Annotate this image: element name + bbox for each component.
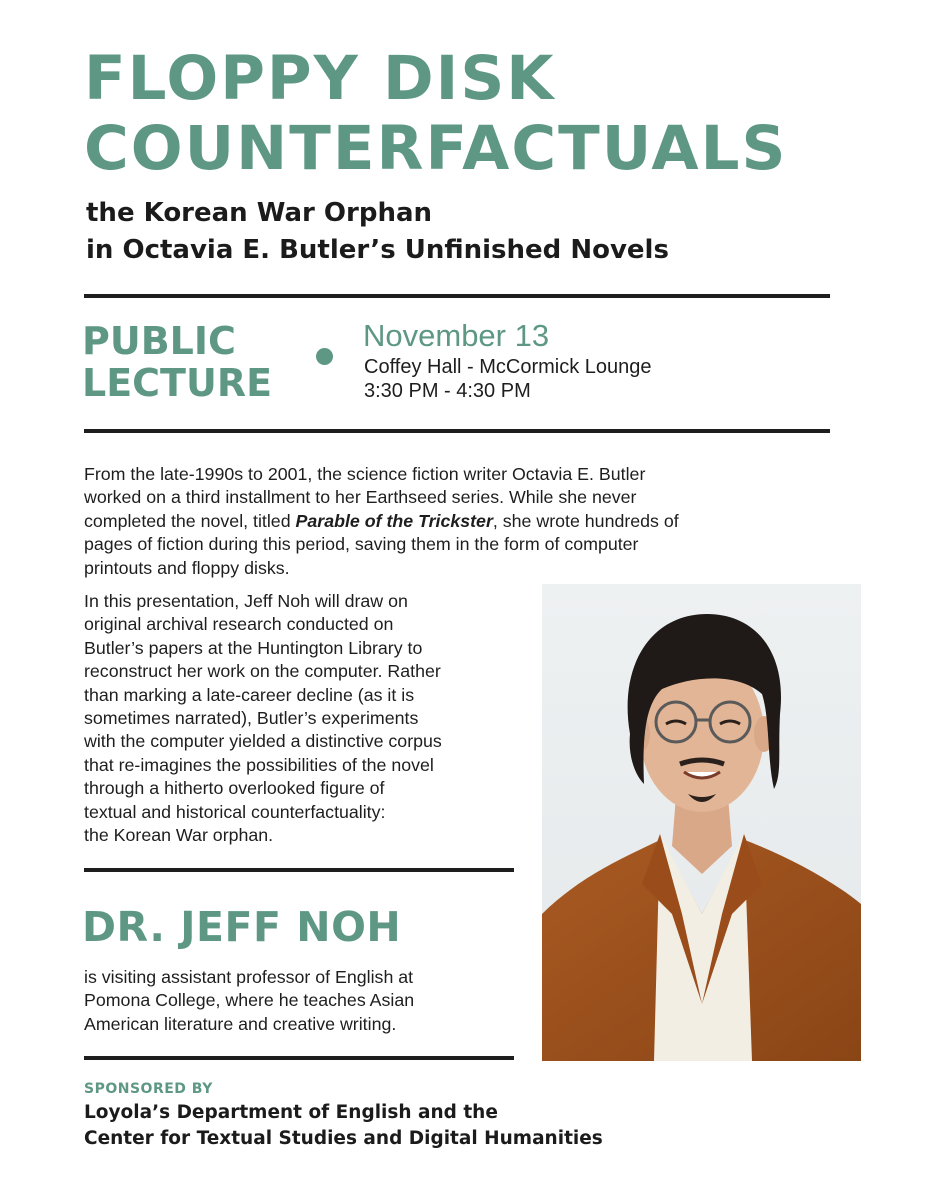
divider-speaker — [84, 868, 514, 872]
kicker-line-1: PUBLIC — [82, 319, 236, 363]
sponsor-line-2: Center for Textual Studies and Digital Humanities — [84, 1128, 603, 1149]
event-location: Coffey Hall - McCormick Lounge — [364, 356, 652, 378]
kicker-line-2: LECTURE — [82, 361, 273, 405]
event-date: November 13 — [363, 318, 550, 353]
sponsor-kicker: SPONSORED BY — [84, 1081, 213, 1097]
speaker-bio: is visiting assistant professor of English at Pomona College, where he teaches Asian American literature and creative writing. — [84, 967, 415, 1034]
subtitle-line-1: the Korean War Orphan — [86, 198, 433, 228]
novel-title: Parable of the Trickster — [295, 510, 493, 531]
separator-dot — [316, 348, 333, 365]
title-line-2: COUNTERFACTUALS — [84, 113, 788, 184]
event-title — [84, 44, 904, 184]
event-time: 3:30 PM - 4:30 PM — [364, 380, 531, 402]
title-line-1: FLOPPY DISK — [84, 43, 556, 114]
speaker-name: DR. JEFF NOH — [82, 903, 402, 951]
sponsor-line-1: Loyola’s Department of English and the — [84, 1102, 498, 1123]
divider-bio — [84, 1056, 514, 1060]
body-paragraph: In this presentation, Jeff Noh will draw on original archival research conducted on Butler’s papers at the Huntington Library to reconstruct her work on the computer. Rather than marking a late-career decline (as it is sometimes narrated), Butler’s experiments with the computer yielded a distinctive corpus that re-imagines the possibilities of the novel through a hitherto overlooked figure of textual and historical counterfactuality: the Korean War orphan. — [84, 591, 442, 846]
divider-top — [84, 294, 830, 298]
lecture-kicker — [82, 320, 312, 404]
event-subtitle — [86, 195, 846, 269]
divider-event — [84, 429, 830, 433]
speaker-photo — [542, 584, 861, 1061]
subtitle-line-2: in Octavia E. Butler’s Unfinished Novels — [86, 235, 669, 265]
intro-paragraph: From the late-1990s to 2001, the science fiction writer Octavia E. Butler worked on a third installment to her Earthseed series. While she never completed the novel, titled Parable of the Trickster, she wrote hundreds of pages of fiction during this period, saving them in the form of computer printouts and floppy disks. — [84, 464, 679, 578]
